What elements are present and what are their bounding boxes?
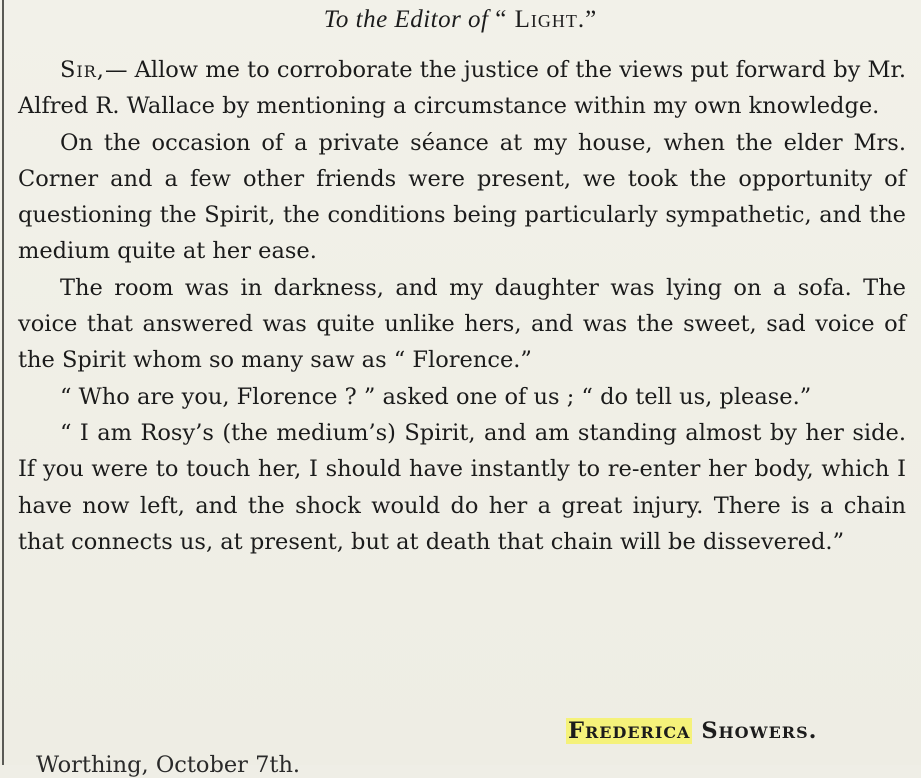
partial-dateline: Worthing, October 7th.: [36, 752, 301, 778]
paragraph-2: On the occasion of a private séance at my house, when the elder Mrs. Corner and a few other friends were present, we took the opportunity of questioning the Spirit, the conditions being particularly sympathetic, and the medium quite at her ease.: [18, 129, 906, 265]
paragraph-3: The room was in darkness, and my daughter was lying on a sofa. The voice that answered was quite unlike hers, and was the sweet, sad voice of the Spirit whom so many saw as “ Florence.”: [18, 274, 906, 374]
letter-heading: [0, 6, 921, 34]
signature-last-name: Showers.: [701, 718, 818, 744]
paragraph-1-text: — Allow me to corroborate the justice of the views put forward by Mr. Alfred R. Wallace by mentioning a circumstance within my own knowledge.: [18, 57, 906, 120]
signature: [566, 718, 817, 744]
paragraph-4: “ Who are you, Florence ? ” asked one of us ; “ do tell us, please.”: [60, 383, 812, 410]
signature-first-name: Frederica: [568, 718, 691, 744]
paragraph-5: “ I am Rosy’s (the medium’s) Spirit, and am standing almost by her side. If you were to touch her, I should have instantly to re-enter her body, which I have now left, and the shock would do her a great injury. There is a chain that connects us, at present, but at death that chain will be dissevered.”: [18, 419, 906, 555]
letter-body: [18, 52, 906, 560]
paragraph-1: [18, 52, 906, 125]
heading-prefix: To the Editor of: [323, 6, 489, 33]
publication-name: “ Light.”: [495, 6, 598, 33]
column-rule: [2, 0, 4, 765]
salutation: Sir,: [60, 57, 105, 83]
